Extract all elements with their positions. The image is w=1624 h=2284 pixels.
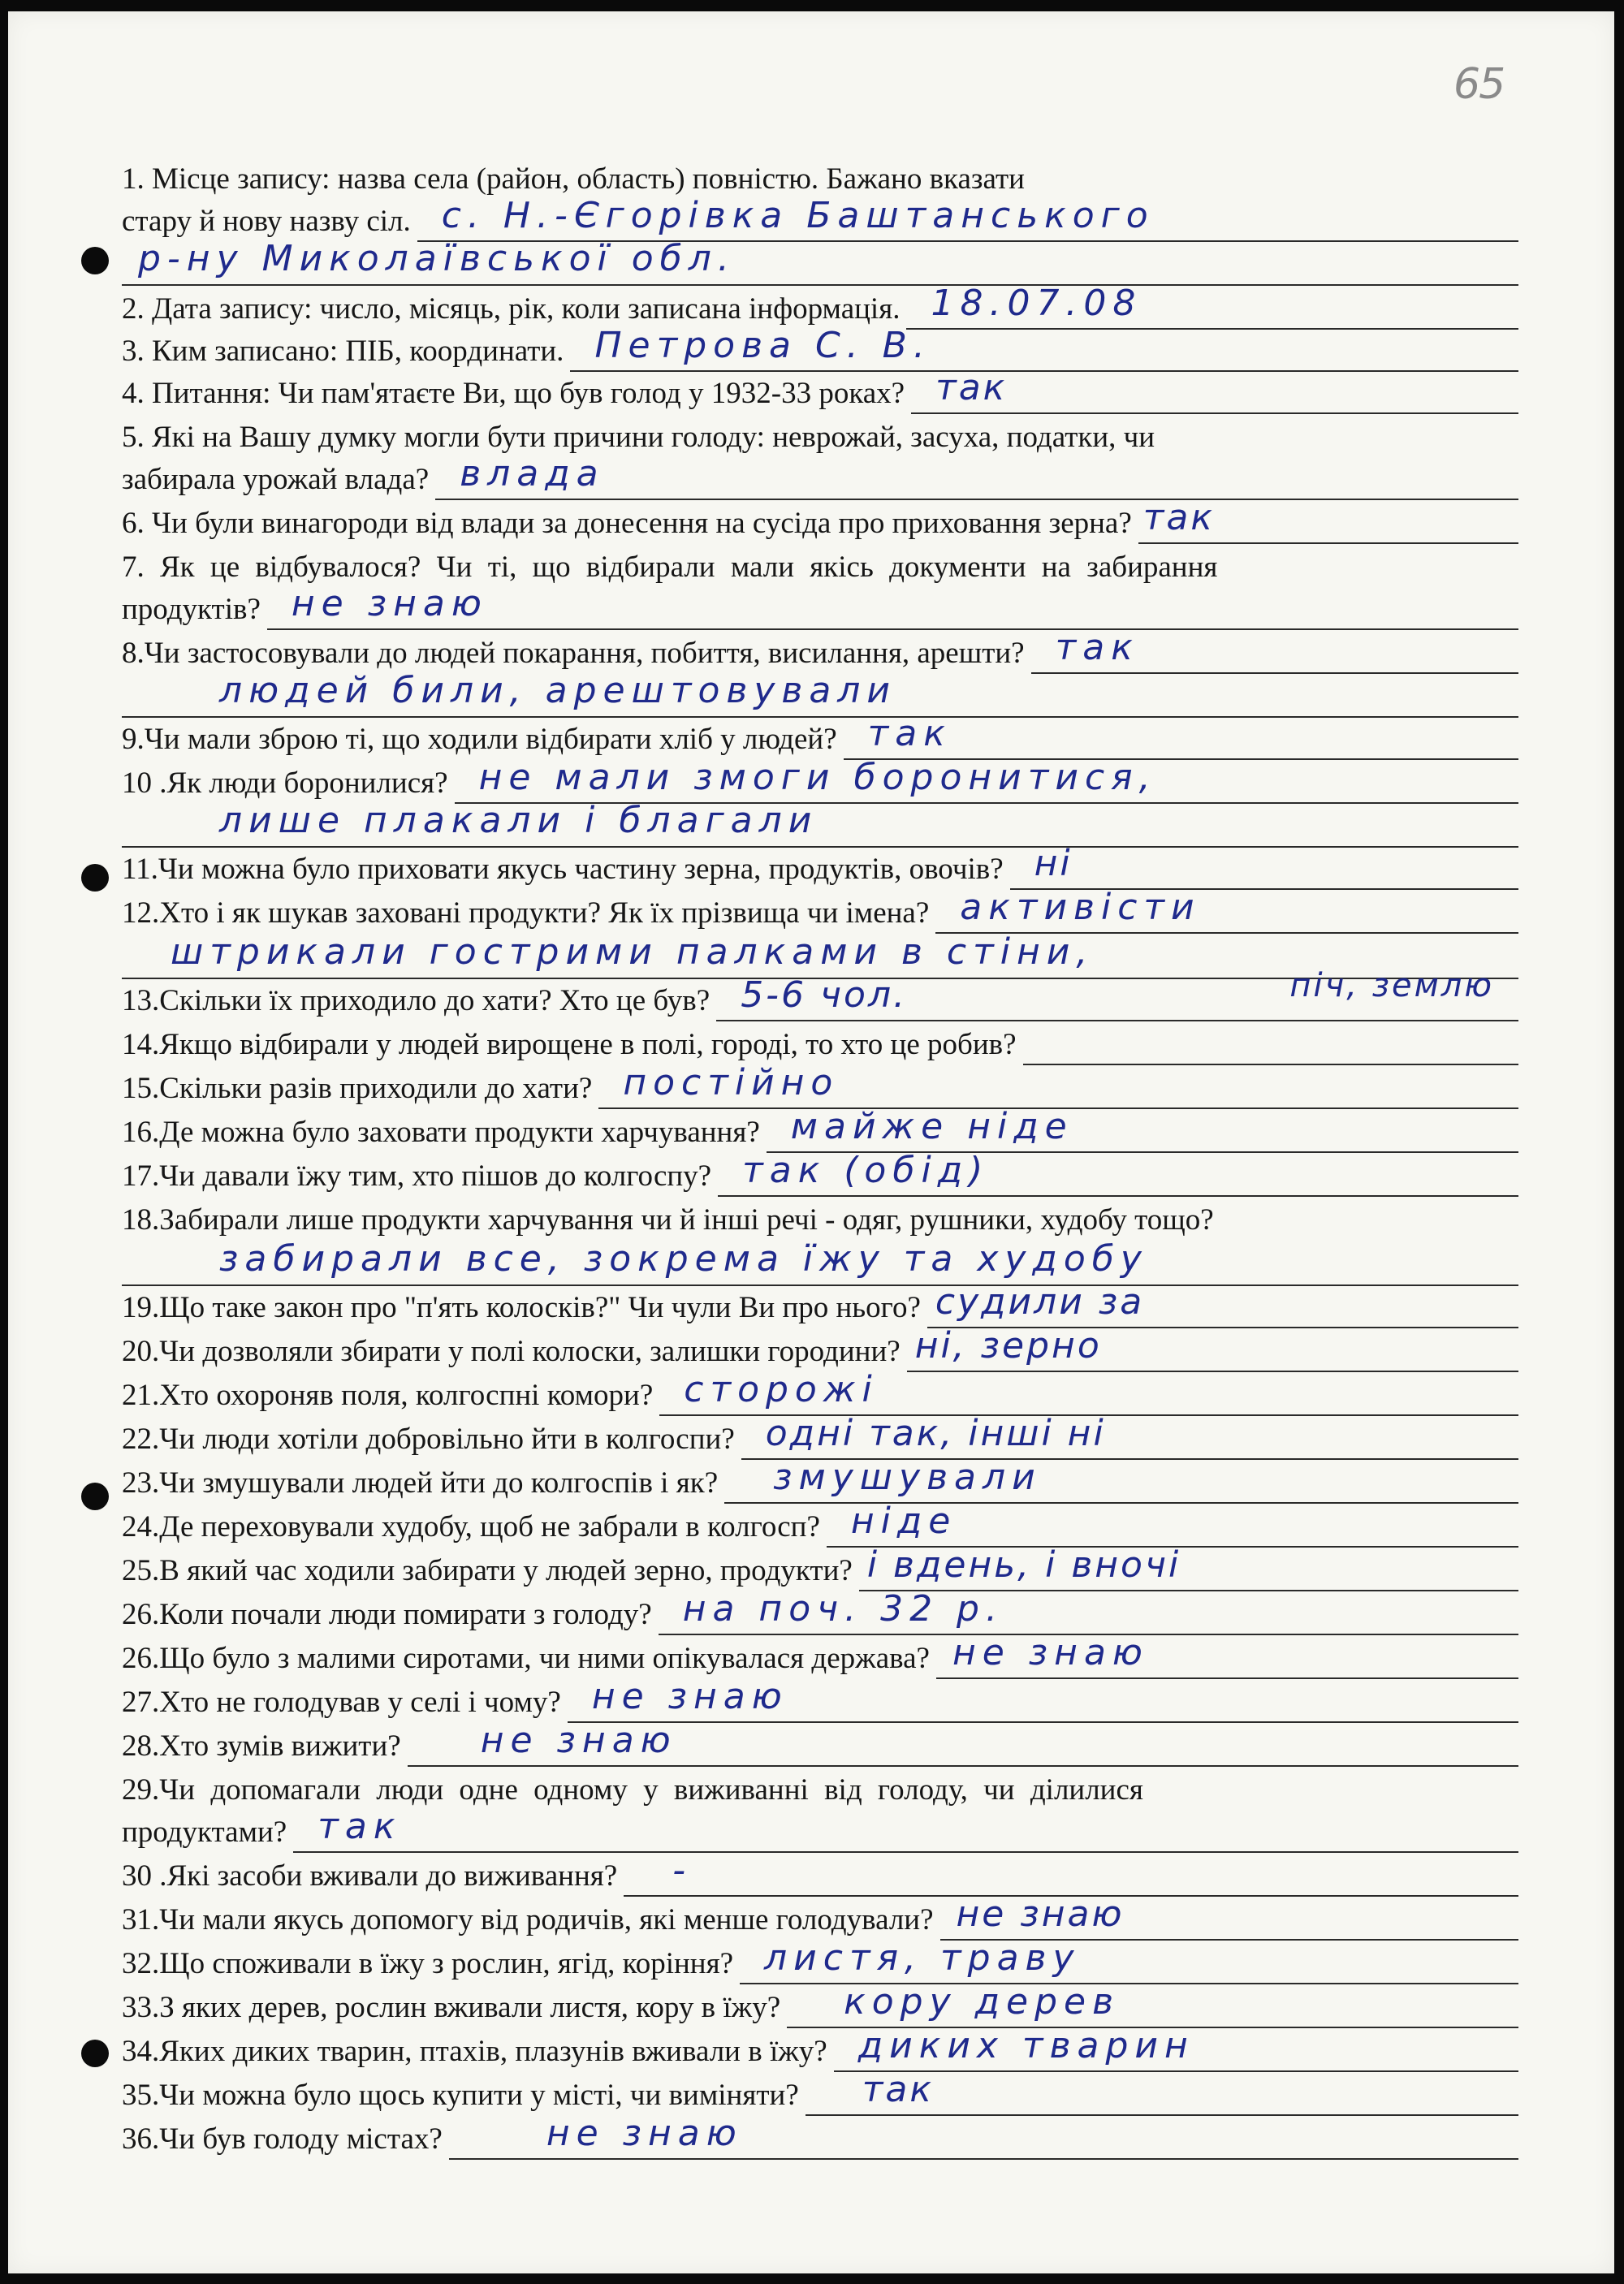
handwritten-answer: так (обід) [742, 1149, 990, 1191]
question-23 [122, 1456, 1518, 1504]
answer-field[interactable] [806, 2068, 1518, 2116]
question-text: 26.Коли почали люди помирати з голоду? [122, 1598, 652, 1632]
handwritten-answer: так [867, 712, 952, 754]
handwritten-answer-continued: піч, землю [1289, 967, 1494, 1004]
handwritten-answer: сторожі [684, 1368, 879, 1410]
handwritten-answer: штрикали гострими палками в стіни, [171, 931, 1095, 973]
handwritten-answer: ніде [850, 1500, 957, 1542]
question-1-line-2 [122, 194, 1518, 242]
question-text: 33.З яких дерев, рослин вживали листя, кору в їжу? [122, 1991, 781, 2025]
question-22 [122, 1412, 1518, 1460]
answer-field[interactable] [741, 1412, 1518, 1460]
question-text: продуктів? [122, 593, 261, 627]
question-32 [122, 1936, 1518, 1984]
question-text: 5. Які на Вашу думку могли бути причини голоду: неврожай, засуха, податки, чи [122, 421, 1155, 455]
question-1-line-1 [122, 158, 1518, 200]
answer-field[interactable] [767, 1105, 1518, 1153]
answer-field[interactable] [844, 712, 1518, 760]
question-34 [122, 2024, 1518, 2072]
answer-field[interactable] [907, 1324, 1518, 1372]
question-text: 18.Забирали лише продукти харчування чи й інші речі - одяг, рушники, худобу тощо? [122, 1203, 1214, 1237]
question-text: 34.Яких диких тварин, птахів, плазунів вживали в їжу? [122, 2035, 827, 2069]
handwritten-answer: судили за [935, 1280, 1145, 1323]
question-text: 11.Чи можна було приховати якусь частину зерна, продуктів, овочів? [122, 853, 1004, 887]
questionnaire-page [8, 11, 1614, 2273]
question-text: 32.Що споживали в їжу з рослин, ягід, коріння? [122, 1947, 734, 1981]
question-text: 26.Що було з малими сиротами, чи ними опікувалася держава? [122, 1642, 930, 1676]
question-15 [122, 1061, 1518, 1109]
answer-field[interactable] [911, 366, 1518, 414]
question-text: 24.Де переховували худобу, щоб не забрали в колгосп? [122, 1510, 820, 1544]
answer-field[interactable] [927, 1280, 1518, 1328]
handwritten-answer: майже ніде [790, 1105, 1073, 1147]
question-text: 19.Що таке закон про "п'ять колосків?" Чи чули Ви про нього? [122, 1291, 921, 1325]
answer-field[interactable] [1138, 496, 1518, 544]
question-8 [122, 626, 1518, 674]
handwritten-answer: лише плакали і благали [219, 800, 818, 841]
question-text: 1. Місце запису: назва села (район, область) повністю. Бажано вказати [122, 162, 1025, 196]
question-text: 2. Дата запису: число, місяць, рік, коли записана інформація. [122, 292, 901, 326]
answer-field[interactable] [267, 582, 1518, 630]
question-text: 28.Хто зумів вижити? [122, 1729, 401, 1764]
handwritten-answer: так [862, 2068, 934, 2110]
answer-field[interactable] [859, 1544, 1518, 1591]
question-11 [122, 842, 1518, 890]
handwritten-answer: с. Н.-Єгорівка Баштанського [441, 194, 1155, 236]
answer-field[interactable] [940, 1893, 1518, 1941]
question-13 [122, 967, 1518, 1021]
question-text: 15.Скільки разів приходили до хати? [122, 1072, 593, 1106]
question-14 [122, 1023, 1518, 1065]
handwritten-answer: так [317, 1805, 402, 1847]
question-7-line-1 [122, 546, 1518, 588]
answer-field[interactable] [1023, 1021, 1518, 1065]
question-33 [122, 1980, 1518, 2028]
handwritten-answer: так [1142, 496, 1215, 538]
question-text: 27.Хто не голодував у селі і чому? [122, 1686, 561, 1720]
answer-field[interactable] [659, 1368, 1518, 1416]
question-5-line-2 [122, 452, 1518, 500]
question-4 [122, 366, 1518, 414]
handwritten-answer: людей били, арештовували [219, 670, 897, 711]
question-20 [122, 1324, 1518, 1372]
handwritten-answer: не мали змоги боронитися, [478, 756, 1157, 798]
answer-field[interactable] [449, 2112, 1518, 2160]
question-text: 29.Чи допомагали люди одне одному у виживанні від голоду, чи ділилися [122, 1773, 1143, 1807]
question-text: 21.Хто охороняв поля, колгоспні комори? [122, 1379, 654, 1413]
question-10 [122, 756, 1518, 804]
question-5-line-1 [122, 416, 1518, 458]
handwritten-answer: не знаю [546, 2112, 743, 2154]
answer-field[interactable] [598, 1061, 1518, 1109]
question-9 [122, 712, 1518, 760]
question-21 [122, 1368, 1518, 1416]
question-26a [122, 1587, 1518, 1635]
question-27 [122, 1675, 1518, 1723]
handwritten-answer: забирали все, зокрема їжу та худобу [219, 1238, 1148, 1280]
handwritten-answer: не знаю [291, 582, 488, 624]
answer-field[interactable] [408, 1719, 1518, 1767]
answer-field[interactable] [740, 1936, 1518, 1984]
question-text: 22.Чи люди хотіли добровільно йти в колгоспи? [122, 1423, 735, 1457]
punch-hole [81, 1483, 109, 1510]
question-text: 9.Чи мали зброю ті, що ходили відбирати хліб у людей? [122, 723, 837, 757]
question-text: 12.Хто і як шукав заховані продукти? Як їх прізвища чи імена? [122, 896, 930, 930]
handwritten-answer: і вдень, і вночі [866, 1544, 1181, 1586]
handwritten-answer: змушували [773, 1456, 1042, 1498]
question-29-line-2 [122, 1805, 1518, 1853]
answer-field[interactable] [1010, 842, 1518, 890]
answer-field[interactable] [455, 756, 1518, 804]
answer-field[interactable] [935, 886, 1518, 934]
handwritten-answer: 18.07.08 [931, 282, 1142, 324]
answer-field[interactable] [624, 1849, 1518, 1897]
handwritten-answer: Петрова С. В. [594, 324, 931, 366]
handwritten-answer: так [1055, 626, 1139, 668]
handwritten-answer: активісти [960, 886, 1201, 928]
answer-field[interactable] [435, 452, 1518, 500]
answer-field[interactable] [724, 1456, 1518, 1504]
answer-field[interactable] [718, 1149, 1518, 1197]
handwritten-answer: постійно [623, 1061, 840, 1103]
question-text: 30 .Які засоби вживали до виживання? [122, 1859, 618, 1893]
answer-field[interactable] [570, 324, 1518, 372]
question-text: 31.Чи мали якусь допомогу від родичів, які менше голодували? [122, 1903, 934, 1937]
question-28 [122, 1719, 1518, 1767]
answer-field[interactable] [787, 1980, 1518, 2028]
handwritten-answer: ні, зерно [914, 1324, 1102, 1367]
question-12 [122, 886, 1518, 934]
answer-field[interactable] [834, 2024, 1518, 2072]
handwritten-answer: влада [460, 452, 605, 494]
question-2 [122, 282, 1518, 330]
question-35 [122, 2068, 1518, 2116]
question-text: 36.Чи був голоду містах? [122, 2122, 443, 2157]
answer-field[interactable] [568, 1675, 1518, 1723]
handwritten-answer: не знаю [480, 1719, 677, 1761]
question-text: 10 .Як люди боронилися? [122, 766, 448, 801]
answer-field[interactable] [659, 1587, 1518, 1635]
answer-field[interactable] [417, 194, 1518, 242]
answer-continuation-line[interactable] [122, 670, 1518, 718]
handwritten-answer: одні так, інші ні [765, 1412, 1106, 1454]
handwritten-answer: - [672, 1849, 689, 1891]
question-text: 17.Чи давали їжу тим, хто пішов до колгоспу? [122, 1159, 712, 1194]
punch-hole [81, 2040, 109, 2067]
question-31 [122, 1893, 1518, 1941]
question-text: 7. Як це відбувалося? Чи ті, що відбирали мали якісь документи на забирання [122, 550, 1218, 585]
question-30 [122, 1849, 1518, 1897]
question-29-line-1 [122, 1768, 1518, 1811]
page-number: 65 [1453, 60, 1505, 109]
handwritten-answer: диких тварин [857, 2024, 1194, 2066]
answer-field[interactable] [936, 1631, 1518, 1679]
question-3 [122, 324, 1518, 372]
question-text: 25.В який час ходили забирати у людей зерно, продукти? [122, 1554, 853, 1588]
answer-continuation-line[interactable] [122, 238, 1518, 286]
answer-field[interactable] [1031, 626, 1518, 674]
question-text: забирала урожай влада? [122, 463, 430, 497]
answer-continuation-line[interactable] [122, 1238, 1518, 1286]
handwritten-answer: р-ну Миколаївської обл. [138, 238, 736, 279]
question-text: 35.Чи можна було щось купити у місті, чи виміняти? [122, 2079, 799, 2113]
question-text: 3. Ким записано: ПІБ, координати. [122, 335, 564, 369]
handwritten-answer: так [935, 366, 1008, 408]
answer-field[interactable] [293, 1805, 1518, 1853]
answer-field[interactable] [906, 282, 1518, 330]
punch-hole [81, 864, 109, 892]
question-text: 16.Де можна було заховати продукти харчування? [122, 1116, 760, 1150]
question-text: 14.Якщо відбирали у людей вирощене в полі, городі, то хто це робив? [122, 1028, 1017, 1062]
answer-field[interactable] [827, 1500, 1518, 1548]
question-text: 8.Чи застосовували до людей покарання, побиття, висилання, арешти? [122, 637, 1025, 671]
question-17 [122, 1149, 1518, 1197]
question-19 [122, 1280, 1518, 1328]
question-text: стару й нову назву сіл. [122, 205, 411, 239]
handwritten-answer: кору дерев [844, 1980, 1121, 2023]
question-text: 6. Чи були винагороди від влади за донесення на сусіда про приховання зерна? [122, 507, 1132, 541]
answer-field[interactable] [716, 967, 1518, 1021]
question-text: 4. Питання: Чи пам'ятаєте Ви, що був голод у 1932-33 роках? [122, 377, 905, 411]
handwritten-answer: не знаю [956, 1893, 1125, 1935]
handwritten-answer: не знаю [952, 1631, 1149, 1673]
question-text: 23.Чи змушували людей йти до колгоспів і як? [122, 1466, 719, 1500]
handwritten-answer: листя, траву [764, 1936, 1081, 1979]
question-text: 13.Скільки їх приходило до хати? Хто це був? [122, 984, 710, 1018]
question-26b [122, 1631, 1518, 1679]
question-7-line-2 [122, 582, 1518, 630]
question-18 [122, 1198, 1518, 1241]
question-36 [122, 2112, 1518, 2160]
question-text: продуктами? [122, 1816, 287, 1850]
question-25 [122, 1544, 1518, 1591]
handwritten-answer: ні [1034, 842, 1073, 884]
question-16 [122, 1105, 1518, 1153]
handwritten-answer: 5-6 чол. [741, 974, 908, 1016]
punch-hole [81, 247, 109, 274]
answer-continuation-line[interactable] [122, 800, 1518, 848]
handwritten-answer: на поч. 32 р. [682, 1587, 1004, 1630]
question-6 [122, 496, 1518, 544]
question-24 [122, 1500, 1518, 1548]
question-text: 20.Чи дозволяли збирати у полі колоски, залишки городини? [122, 1335, 901, 1369]
handwritten-answer: не знаю [591, 1675, 788, 1717]
